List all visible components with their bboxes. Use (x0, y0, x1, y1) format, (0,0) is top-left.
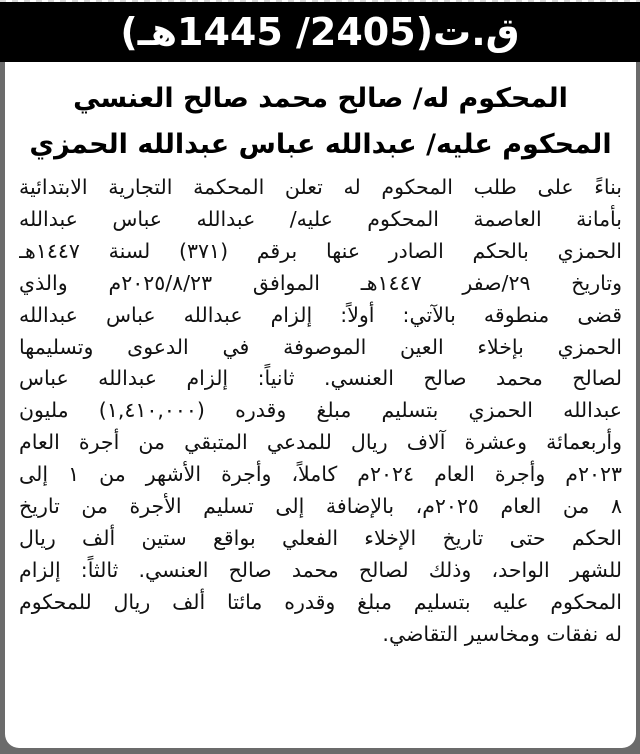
body-line: قضى منطوقه بالآتي: أولاً: إلزام عبدالله عباس عبدالله (19, 302, 622, 327)
body-line: له نفقات ومخاسير التقاضي. (382, 621, 622, 646)
body-line: وأربعمائة وعشرة آلاف ريال للمدعي المتبقي من أجرة العام (19, 430, 622, 455)
body-line: الحكم حتى تاريخ الإخلاء الفعلي بواقع ستين ألف ريال (19, 525, 622, 550)
court-notice-box (5, 62, 636, 748)
body-line: بأمانة العاصمة المحكوم عليه/ عبدالله عباس عبدالله (19, 206, 622, 231)
defendant-line: المحكوم عليه/ عبدالله عباس عبدالله الحمزي (29, 129, 612, 160)
case-number: ق.ت(2405/ 1445هـ) (120, 10, 520, 54)
body-line: الحمزي بالحكم الصادر عنها برقم (٣٧١) لسنة ١٤٤٧هـ (19, 238, 622, 263)
body-line: الحمزي بإخلاء العين الموصوفة في الدعوى وتسليمها (19, 334, 622, 359)
body-line: بناءً على طلب المحكوم له تعلن المحكمة التجارية الابتدائية (19, 175, 622, 199)
body-line: المحكوم عليه بتسليم مبلغ وقدره مائتا ألف ريال للمحكوم (19, 589, 622, 614)
body-line: لصالح محمد صالح العنسي. ثانياً: إلزام عبدالله عباس (19, 366, 622, 391)
body-line: ٢٠٢٣م وأجرة العام ٢٠٢٤م كاملاً، وأجرة الأشهر من ١ إلى (19, 462, 622, 487)
plaintiff-line: المحكوم له/ صالح محمد صالح العنسي (73, 83, 568, 114)
case-number-header (0, 2, 640, 62)
body-line: للشهر الواحد، وذلك لصالح محمد صالح العنسي. ثالثاً: إلزام (19, 557, 622, 582)
body-line: ٨ من العام ٢٠٢٥م، بالإضافة إلى تسليم الأجرة من تاريخ (19, 494, 622, 519)
notice-body (19, 172, 622, 651)
body-line: وتاريخ ٢٩/صفر ١٤٤٧هـ الموافق ٢٠٢٥/٨/٢٣م والذي (19, 270, 622, 295)
body-line: عبدالله الحمزي بتسليم مبلغ وقدره (١,٤١٠,٠٠٠) مليون (19, 398, 622, 423)
